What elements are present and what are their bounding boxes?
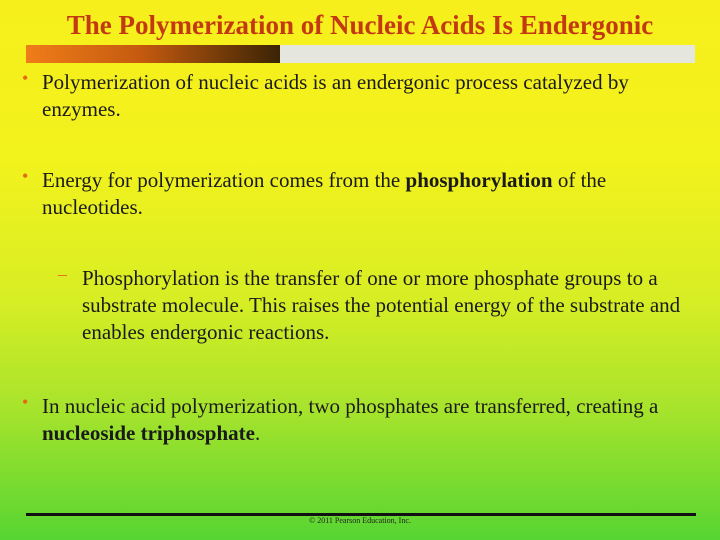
bullet-text: of the nucleotides. — [42, 168, 607, 219]
bullet-text: In nucleic acid polymerization, two phosphates are transferred, creating a — [42, 394, 659, 418]
sub-bullet-phosphorylation-definition: Phosphorylation is the transfer of one or more phosphate groups to a substrate molecule. This raises the potential energy of the substrate and enables endergonic reactions. — [82, 266, 681, 344]
sub-bullet-marker: – — [58, 264, 67, 284]
bullet-marker: • — [22, 166, 29, 186]
copyright-footer: © 2011 Pearson Education, Inc. — [309, 516, 411, 525]
bullet-nucleoside-triphosphate — [42, 393, 702, 447]
bullet-energy-source — [42, 167, 702, 221]
bullet-marker: • — [22, 392, 29, 412]
term-nucleoside-triphosphate: nucleoside triphosphate — [42, 421, 255, 445]
title-accent-bar — [26, 45, 280, 63]
title-underline-bar — [280, 45, 695, 63]
slide-title: The Polymerization of Nucleic Acids Is Endergonic — [66, 10, 654, 40]
bullet-polymerization-endergonic: Polymerization of nucleic acids is an endergonic process catalyzed by enzymes. — [42, 70, 629, 121]
bullet-text: Energy for polymerization comes from the — [42, 168, 406, 192]
term-phosphorylation: phosphorylation — [405, 168, 553, 192]
bullet-text: . — [254, 421, 261, 445]
bullet-marker: • — [22, 68, 29, 88]
